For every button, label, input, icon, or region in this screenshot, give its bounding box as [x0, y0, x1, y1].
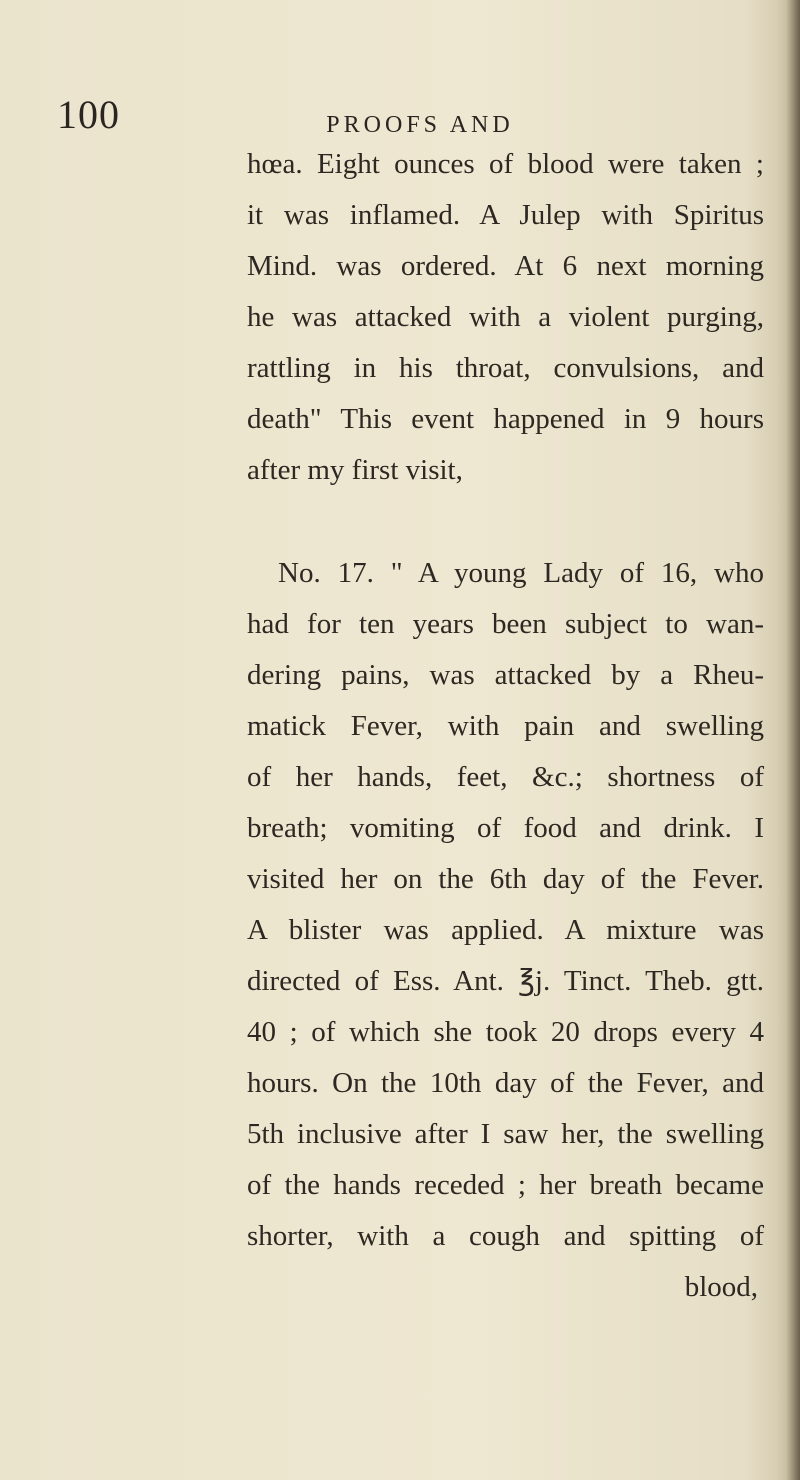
- text-line: after my first visit,: [247, 454, 463, 486]
- text-line: hœa. Eight ounces of blood were taken ;: [247, 148, 764, 180]
- text-line: blood,: [684, 1271, 758, 1303]
- text-line: visited her on the 6th day of the Fever.: [247, 863, 764, 895]
- text-line: it was inflamed. A Julep with Spiritus: [247, 199, 764, 231]
- text-line: shorter, with a cough and spitting of: [247, 1220, 764, 1252]
- text-line: hours. On the 10th day of the Fever, and: [247, 1067, 764, 1099]
- text-line: A blister was applied. A mixture was: [247, 914, 764, 946]
- text-line: No. 17. " A young Lady of 16, who: [278, 557, 764, 589]
- text-line: of the hands receded ; her breath became: [247, 1169, 764, 1201]
- running-head: PROOFS AND: [326, 112, 514, 138]
- text-line: he was attacked with a violent purging,: [247, 301, 764, 333]
- page-number: 100: [57, 92, 120, 137]
- text-line: Mind. was ordered. At 6 next morning: [247, 250, 764, 282]
- text-line: rattling in his throat, convulsions, and: [247, 352, 764, 384]
- text-line: of her hands, feet, &c.; shortness of: [247, 761, 764, 793]
- text-line: 40 ; of which she took 20 drops every 4: [247, 1016, 764, 1048]
- text-line: matick Fever, with pain and swelling: [247, 710, 764, 742]
- text-line: had for ten years been subject to wan-: [247, 608, 764, 640]
- text-line: death" This event happened in 9 hours: [247, 403, 764, 435]
- text-line: breath; vomiting of food and drink. I: [247, 812, 764, 844]
- text-line: 5th inclusive after I saw her, the swelling: [247, 1118, 764, 1150]
- text-line: dering pains, was attacked by a Rheu-: [247, 659, 764, 691]
- text-line: directed of Ess. Ant. ℥j. Tinct. Theb. gtt.: [247, 965, 764, 997]
